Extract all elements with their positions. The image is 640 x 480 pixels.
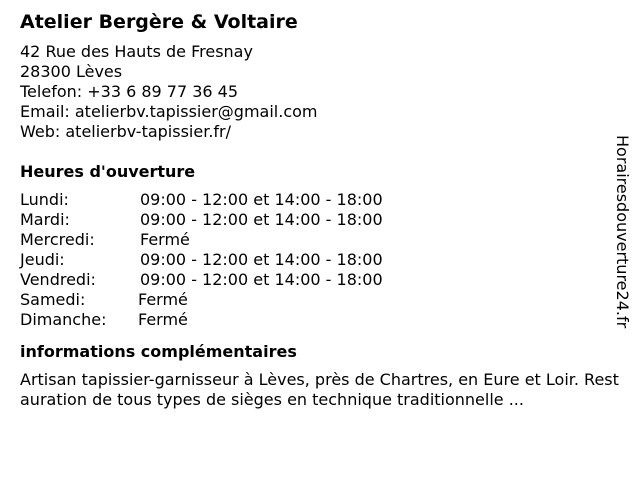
hours-row [20, 310, 610, 330]
hours-row [20, 290, 610, 310]
hours-day: Jeudi: [20, 250, 65, 269]
hours-day: Mercredi: [20, 230, 95, 249]
info-text: Artisan tapissier-garnisseur à Lèves, près de Chartres, en Eure et Loir. Restauration de tous types de sièges en technique traditionnelle ... [20, 370, 619, 409]
hours-day: Samedi: [20, 290, 86, 309]
hours-time: 09:00 - 12:00 et 14:00 - 18:00 [140, 210, 383, 229]
email[interactable]: Email: atelierbv.tapissier@gmail.com [20, 102, 318, 121]
business-name: Atelier Bergère & Voltaire [20, 11, 298, 33]
hours-time: 09:00 - 12:00 et 14:00 - 18:00 [140, 190, 383, 209]
hours-time: Fermé [138, 310, 188, 329]
website[interactable]: Web: atelierbv-tapissier.fr/ [20, 122, 231, 141]
hours-row [20, 210, 610, 230]
hours-title: Heures d'ouverture [20, 162, 196, 181]
address-line2: 28300 Lèves [20, 62, 123, 81]
business-card [20, 10, 619, 410]
brand-watermark [612, 135, 636, 345]
hours-row [20, 230, 610, 250]
hours-time: Fermé [140, 230, 190, 249]
hours-time: Fermé [138, 290, 188, 309]
hours-day: Vendredi: [20, 270, 96, 289]
hours-time: 09:00 - 12:00 et 14:00 - 18:00 [140, 250, 383, 269]
brand-watermark-text: Horairesdouverture24.fr [613, 135, 632, 329]
address-line1: 42 Rue des Hauts de Fresnay [20, 42, 253, 61]
hours-table [20, 190, 610, 330]
hours-row [20, 190, 610, 210]
phone[interactable]: Telefon: +33 6 89 77 36 45 [20, 82, 239, 101]
contact-block [20, 42, 610, 142]
hours-day: Mardi: [20, 210, 70, 229]
hours-time: 09:00 - 12:00 et 14:00 - 18:00 [140, 270, 383, 289]
hours-row [20, 250, 610, 270]
hours-row [20, 270, 610, 290]
info-title: informations complémentaires [20, 342, 297, 361]
hours-day: Lundi: [20, 190, 69, 209]
hours-day: Dimanche: [20, 310, 107, 329]
